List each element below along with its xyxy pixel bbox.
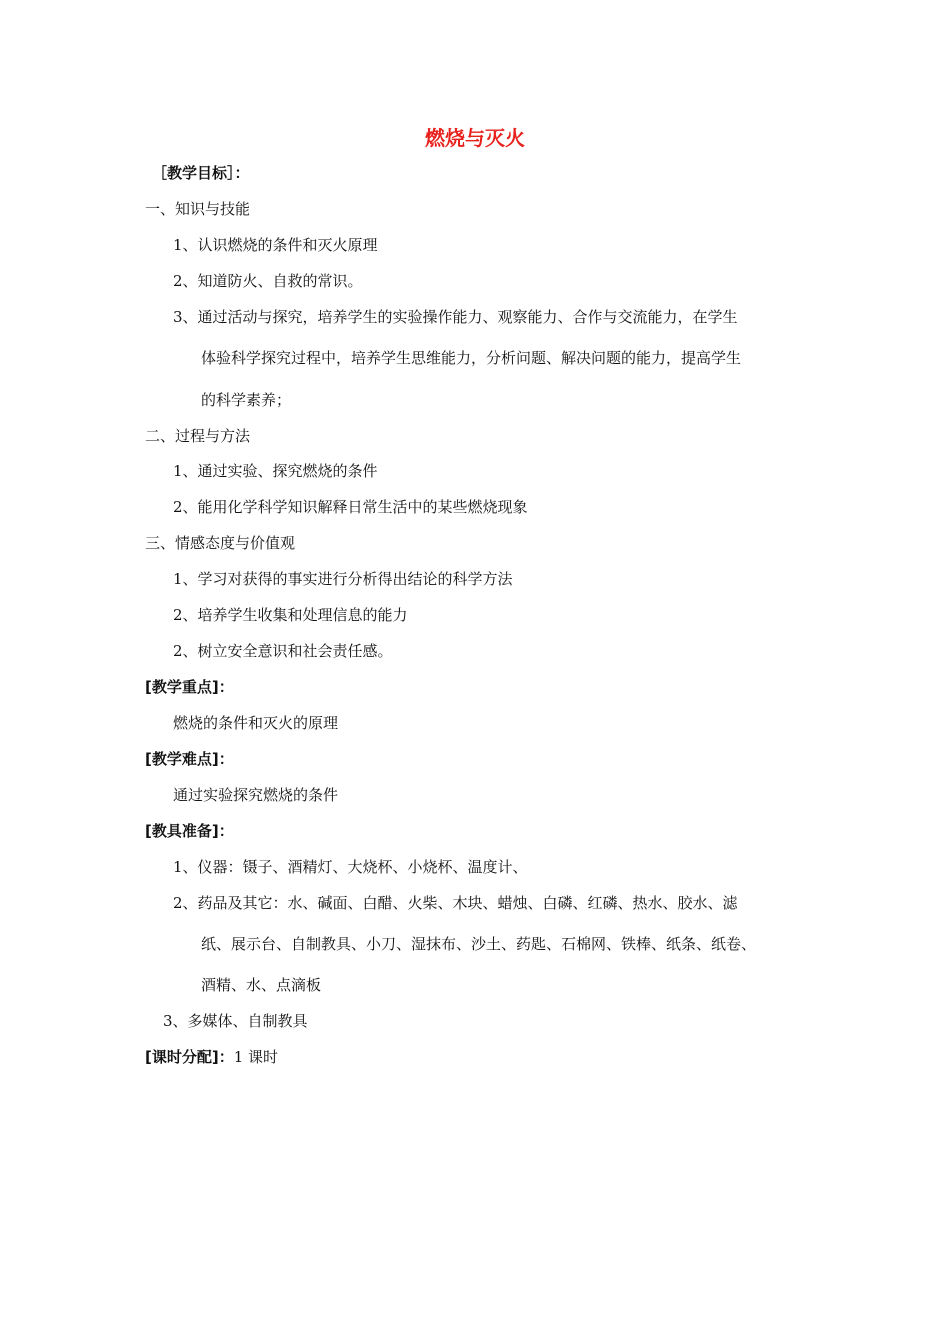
section2-title: 二、过程与方法 bbox=[145, 427, 251, 445]
materials-item-3: 3、多媒体、自制教具 bbox=[163, 1012, 308, 1030]
section2-item-2: 2、能用化学科学知识解释日常生活中的某些燃烧现象 bbox=[173, 498, 528, 516]
section3-item-1: 1、学习对获得的事实进行分析得出结论的科学方法 bbox=[173, 570, 513, 588]
section1-item-2: 2、知道防火、自救的常识。 bbox=[173, 272, 363, 290]
schedule-heading: [课时分配]： bbox=[145, 1048, 234, 1066]
materials-item-1: 1、仪器：镊子、酒精灯、大烧杯、小烧杯、温度计、 bbox=[173, 858, 528, 876]
materials-item-2-cont-2: 酒精、水、点滴板 bbox=[201, 976, 322, 994]
key-point-heading: [教学重点]： bbox=[145, 678, 234, 696]
section1-item-3-cont-1: 体验科学探究过程中，培养学生思维能力，分析问题、解决问题的能力，提高学生 bbox=[201, 349, 742, 367]
difficulty-text: 通过实验探究燃烧的条件 bbox=[173, 786, 339, 804]
materials-heading: [教具准备]： bbox=[145, 822, 234, 840]
section3-title: 三、情感态度与价值观 bbox=[145, 534, 296, 552]
schedule-line bbox=[145, 1047, 278, 1067]
section3-item-3: 2、树立安全意识和社会责任感。 bbox=[173, 642, 393, 660]
section3-item-2: 2、培养学生收集和处理信息的能力 bbox=[173, 606, 408, 624]
section1-item-1: 1、认识燃烧的条件和灭火原理 bbox=[173, 236, 378, 254]
section2-item-1: 1、通过实验、探究燃烧的条件 bbox=[173, 462, 378, 480]
section1-title: 一、知识与技能 bbox=[145, 200, 251, 218]
difficulty-heading: [教学难点]： bbox=[145, 750, 234, 768]
document-title: 燃烧与灭火 bbox=[425, 126, 525, 150]
materials-item-2: 2、药品及其它：水、碱面、白醋、火柴、木块、蜡烛、白磷、红磷、热水、胶水、滤 bbox=[173, 894, 738, 912]
key-point-text: 燃烧的条件和灭火的原理 bbox=[173, 714, 339, 732]
section1-item-3: 3、通过活动与探究，培养学生的实验操作能力、观察能力、合作与交流能力，在学生 bbox=[173, 308, 738, 326]
materials-item-2-cont-1: 纸、展示台、自制教具、小刀、湿抹布、沙土、药匙、石棉网、铁棒、纸条、纸卷、 bbox=[201, 935, 757, 953]
objectives-heading: ［教学目标］： bbox=[152, 164, 250, 182]
schedule-value: 1 课时 bbox=[233, 1048, 279, 1066]
section1-item-3-cont-2: 的科学素养； bbox=[201, 391, 292, 409]
